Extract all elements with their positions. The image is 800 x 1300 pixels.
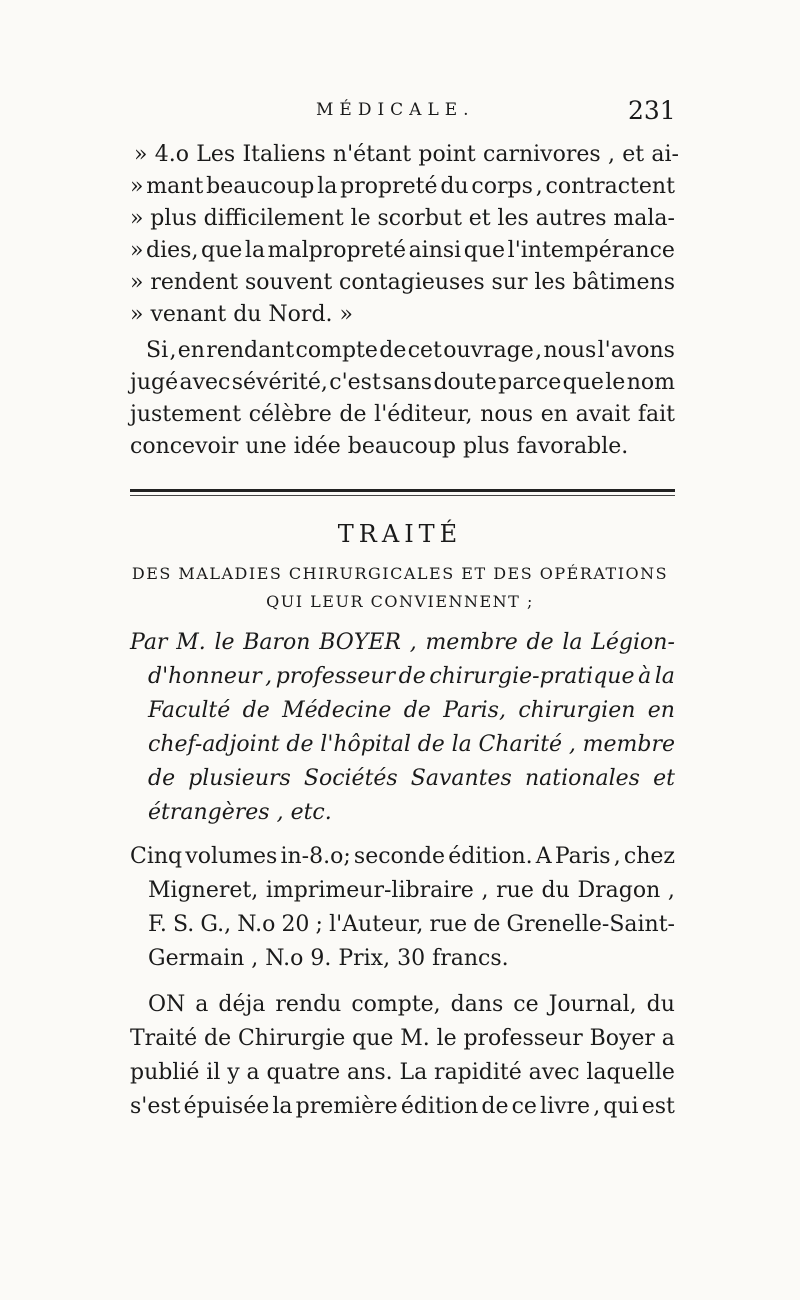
quote-line: » rendent souvent contagieuses sur les bâtimens (130, 270, 675, 295)
quote-line: » venant du Nord. » (130, 302, 353, 327)
quote-line: » plus difficilement le scorbut et les autres mala- (130, 206, 675, 231)
paragraph-line: concevoir une idée beaucoup plus favorable. (130, 434, 629, 459)
quote-line: » dies, que la malpropreté ainsi que l'intempérance (130, 238, 675, 263)
running-title: MÉDICALE. (316, 100, 475, 120)
publication-line: Cinq volumes in-8.o; seconde édition. A Paris , chez (130, 844, 675, 869)
quote-line: » 4.o Les Italiens n'étant point carnivores , et ai- (134, 142, 679, 167)
publication-line: F. S. G., N.o 20 ; l'Auteur, rue de Grenelle-Saint- (148, 912, 675, 937)
author-line: étrangères , etc. (148, 800, 332, 825)
section-divider (130, 489, 675, 492)
author-line: chef-adjoint de l'hôpital de la Charité , membre (148, 732, 675, 757)
article-title: TRAITÉ (337, 520, 463, 548)
publication-line: Migneret, imprimeur-libraire , rue du Dragon , (148, 878, 675, 903)
body-line: Traité de Chirurgie que M. le professeur Boyer a (130, 1026, 675, 1051)
author-line: de plusieurs Sociétés Savantes nationales et (148, 766, 675, 791)
body-line: s'est épuisée la première édition de ce livre , qui est (130, 1094, 675, 1119)
article-subtitle: QUI LEUR CONVIENNENT ; (266, 592, 534, 611)
author-line: Par M. le Baron BOYER , membre de la Légion- (130, 630, 675, 655)
page-header (0, 96, 800, 136)
author-line: d'honneur , professeur de chirurgie-pratique à la (148, 664, 675, 689)
article-subtitle: DES MALADIES CHIRURGICALES ET DES OPÉRATIONS (131, 564, 669, 583)
body-line: ON a déja rendu compte, dans ce Journal, du (148, 992, 675, 1017)
paragraph-line: jugé avec sévérité, c'est sans doute parce que le nom (130, 370, 675, 395)
paragraph-line: justement célèbre de l'éditeur, nous en avait fait (130, 402, 675, 427)
section-divider-thin (130, 495, 675, 496)
paragraph-line: Si , en rendant compte de cet ouvrage , nous l'avons (146, 338, 675, 363)
quote-line: » mant beaucoup la propreté du corps , contractent (130, 174, 675, 199)
publication-line: Germain , N.o 9. Prix, 30 francs. (148, 946, 509, 971)
page-number: 231 (628, 96, 676, 125)
body-line: publié il y a quatre ans. La rapidité avec laquelle (130, 1060, 675, 1085)
author-line: Faculté de Médecine de Paris, chirurgien en (148, 698, 675, 723)
